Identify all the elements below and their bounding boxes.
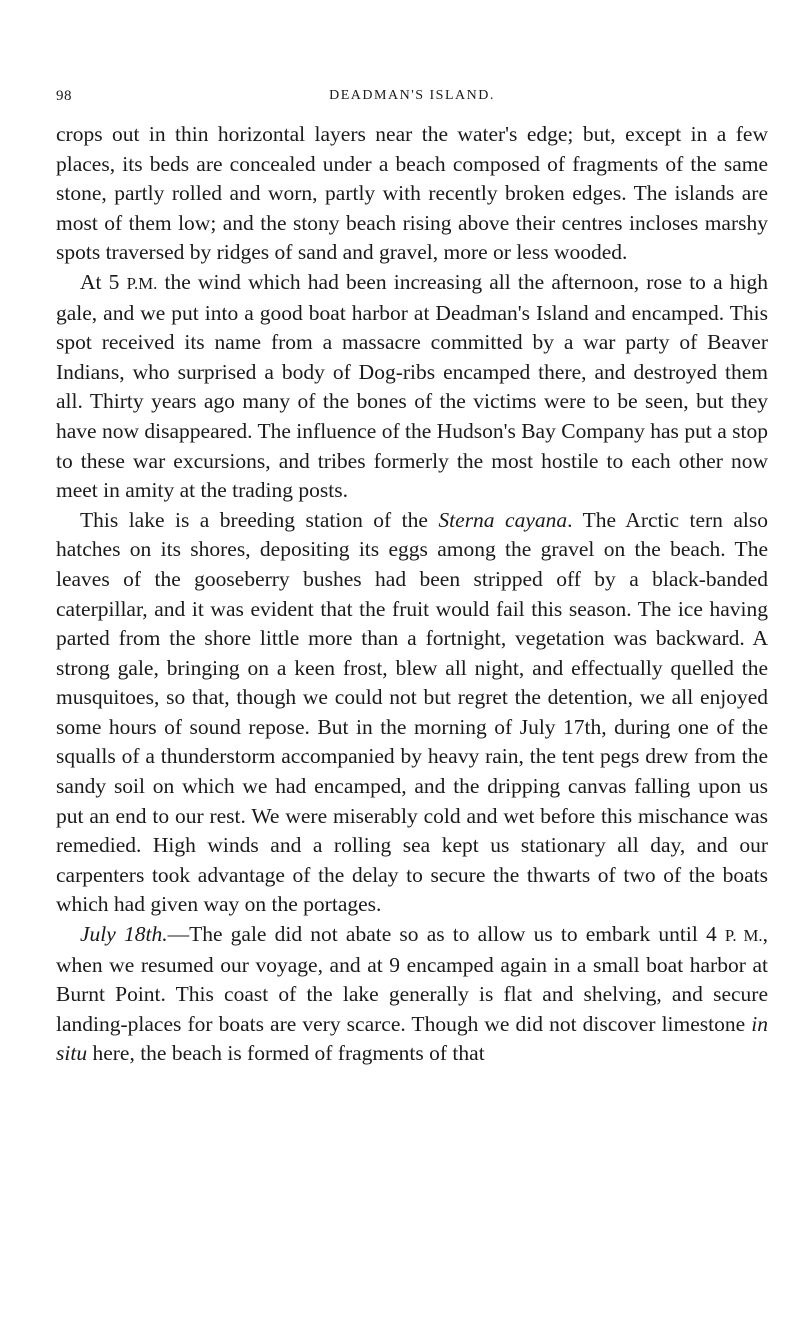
paragraph <box>56 120 768 268</box>
italic-text: Sterna cayana <box>438 507 568 532</box>
body-text <box>56 120 768 1069</box>
italic-text: in situ <box>56 1011 768 1066</box>
paragraph <box>56 920 768 1069</box>
small-caps-text: P. M. <box>724 926 763 946</box>
text-run: , when we resumed our voyage, and at 9 encamped again in a small boat harbor at Burnt Point. This coast of the lake generally is flat and shelving, and secure landing-places for boats are very scarce. Though we did not discover limestone <box>56 922 768 1036</box>
running-head <box>56 88 768 108</box>
page-number: 98 <box>56 88 72 104</box>
text-run: At 5 <box>80 269 127 294</box>
chapter-header: DEADMAN'S ISLAND. <box>329 88 495 103</box>
text-run: here, the beach is formed of fragments of that <box>87 1041 485 1066</box>
italic-text: July 18th. <box>80 922 168 947</box>
text-run: crops out in thin horizontal layers near the water's edge; but, except in a few places, its beds are concealed under a beach composed of fragments of the same stone, partly rolled and worn, partly with recently broken edges. The islands are most of them low; and the stony beach rising above their centres incloses marshy spots traversed by ridges of sand and gravel, more or less wooded. <box>56 122 768 265</box>
paragraph <box>56 268 768 506</box>
text-run: the wind which had been increasing all the afternoon, rose to a high gale, and we put into a good boat harbor at Deadman's Island and encamped. This spot received its name from a massacre committed by a war party of Beaver Indians, who surprised a body of Dog-ribs encamped there, and destroyed them all. Thirty years ago many of the bones of the victims were to be seen, but they have now disappeared. The influence of the Hudson's Bay Company has put a stop to these war excursions, and tribes formerly the most hostile to each other now meet in amity at the trading posts. <box>56 269 769 503</box>
text-run: This lake is a breeding station of the <box>80 507 439 532</box>
text-run: . The Arctic tern also hatches on its shores, depositing its eggs among the gravel on the beach. The leaves of the gooseberry bushes had been stripped off by a black-banded caterpillar, and it was evident that the fruit would fail this season. The ice having parted from the shore little more than a fortnight, vegetation was backward. A strong gale, bringing on a keen frost, blew all night, and effectually quelled the musquitoes, so that, though we could not but regret the detention, we all enjoyed some hours of sound repose. But in the morning of July 17th, during one of the squalls of a thunderstorm accompanied by heavy rain, the tent pegs drew from the sandy soil on which we had encamped, and the dripping canvas falling upon us put an end to our rest. We were miserably cold and wet before this mischance was remedied. High winds and a rolling sea kept us stationary all day, and our carpenters took advantage of the delay to secure the thwarts of two of the boats which had given way on the portages. <box>56 507 769 917</box>
paragraph <box>56 506 768 920</box>
text-run: —The gale did not abate so as to allow us to embark until 4 <box>167 922 725 947</box>
small-caps-text: P.M. <box>126 273 158 293</box>
book-page <box>56 0 768 1334</box>
